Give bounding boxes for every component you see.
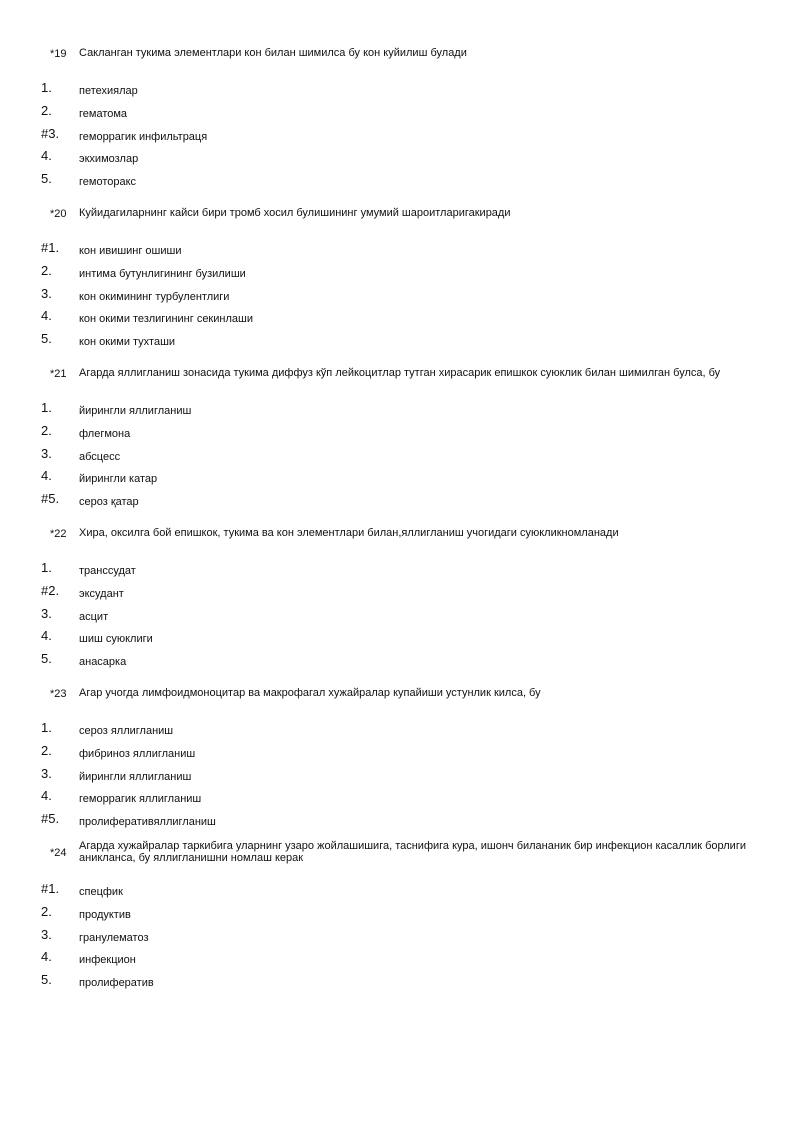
answer-marker: 3. <box>41 926 52 942</box>
answer-text: флегмона <box>79 427 131 440</box>
answer-option <box>0 424 800 447</box>
answer-marker: 4. <box>41 308 52 324</box>
question-block <box>0 367 800 515</box>
answer-option <box>0 905 800 928</box>
answer-option <box>0 882 800 905</box>
question-block <box>0 840 800 996</box>
question-text: Агар учогда лимфоидмоноцитар ва макрофагал хужайралар купайиши устунлик килса, бу <box>79 687 541 699</box>
answer-text: йирингли катар <box>79 473 158 486</box>
answer-option <box>0 629 800 652</box>
question-header <box>0 367 800 393</box>
answer-marker: 1. <box>41 400 52 415</box>
answer-option <box>0 812 800 835</box>
answer-marker: 4. <box>41 628 52 644</box>
answer-marker: #5. <box>41 491 60 507</box>
answer-text: эксудант <box>79 587 124 600</box>
answer-marker: 2. <box>41 102 52 118</box>
answer-marker: #1. <box>41 240 60 255</box>
answer-marker: 3. <box>41 445 52 461</box>
answer-text: йирингли яллигланиш <box>79 770 192 783</box>
question-number: *19 <box>50 48 67 60</box>
answer-text: кон окими тезлигининг секинлаши <box>79 313 253 326</box>
answer-option <box>0 172 800 195</box>
answer-text: сероз яллигланиш <box>79 725 174 737</box>
question-header <box>0 840 800 874</box>
answer-text: кон окими тухташи <box>79 336 176 349</box>
answer-text: асцит <box>79 610 109 623</box>
answer-text: йирингли яллигланиш <box>79 405 192 417</box>
answer-marker: 3. <box>41 765 52 781</box>
answer-list <box>0 561 800 675</box>
question-block <box>0 207 800 355</box>
answer-text: фибриноз яллигланиш <box>79 747 196 760</box>
answer-text: кон ивишинг ошиши <box>79 245 182 257</box>
answer-marker: #2. <box>41 582 60 598</box>
answer-marker: 5. <box>41 171 52 187</box>
answer-text: экхимозлар <box>79 153 139 166</box>
answer-option <box>0 287 800 310</box>
answer-text: гемоторакс <box>79 176 137 189</box>
answer-option <box>0 950 800 973</box>
answer-option <box>0 973 800 996</box>
answer-option <box>0 744 800 767</box>
answer-option <box>0 469 800 492</box>
answer-text: петехиялар <box>79 85 138 97</box>
answer-marker: #3. <box>41 125 60 141</box>
answer-option <box>0 789 800 812</box>
answer-text: геморрагик инфильтраця <box>79 130 208 143</box>
answer-list <box>0 401 800 515</box>
answer-text: шиш суюклиги <box>79 633 153 646</box>
question-text: Сакланган тукима элементлари кон билан шимилса бу кон куйилиш булади <box>79 47 467 59</box>
question-header <box>0 47 800 73</box>
answer-marker: 2. <box>41 742 52 758</box>
answer-option <box>0 81 800 104</box>
question-number: *21 <box>50 368 67 380</box>
question-text: Агарда яллигланиш зонасида тукима диффуз кўп лейкоцитлар тутган хирасарик епишкок суюклик билан шимилган булса, бу <box>79 367 721 379</box>
answer-text: спецфик <box>79 886 123 898</box>
answer-text: анасарка <box>79 656 127 669</box>
answer-text: геморрагик яллигланиш <box>79 793 202 806</box>
answer-option <box>0 652 800 675</box>
answer-option <box>0 241 800 264</box>
question-number: *20 <box>50 208 67 220</box>
answer-option <box>0 492 800 515</box>
answer-option <box>0 928 800 951</box>
answer-text: сероз қатар <box>79 496 139 509</box>
question-text: Куйидагиларнинг кайси бири тромб хосил булишининг умумий шароитларигакиради <box>79 207 511 219</box>
answer-option <box>0 401 800 424</box>
answer-option <box>0 584 800 607</box>
answer-option <box>0 332 800 355</box>
answer-text: абсцесс <box>79 450 121 463</box>
answer-option <box>0 561 800 584</box>
answer-text: транссудат <box>79 565 136 577</box>
answer-list <box>0 81 800 195</box>
question-block <box>0 527 800 675</box>
question-block <box>0 687 800 835</box>
answer-option <box>0 149 800 172</box>
question-text: Агарда хужайралар таркибига уларнинг узаро жойлашишига, таснифига кура, ишонч билананик бир инфекцион касаллик борлиги аникланса, бу яллигланишни номлаш керак <box>79 840 746 864</box>
answer-marker: 1. <box>41 720 52 735</box>
question-header <box>0 527 800 553</box>
answer-marker: 2. <box>41 903 52 919</box>
answer-marker: 2. <box>41 262 52 278</box>
answer-marker: 4. <box>41 788 52 804</box>
answer-marker: 1. <box>41 560 52 575</box>
answer-text: интима бутунлигининг бузилиши <box>79 267 246 280</box>
answer-marker: 4. <box>41 949 52 965</box>
answer-list <box>0 241 800 355</box>
question-number: *22 <box>50 528 67 540</box>
answer-option <box>0 104 800 127</box>
answer-marker: #5. <box>41 811 60 827</box>
answer-marker: 5. <box>41 651 52 667</box>
answer-text: инфекцион <box>79 954 136 967</box>
answer-marker: 3. <box>41 605 52 621</box>
answer-marker: 5. <box>41 972 52 988</box>
question-text: Хира, оксилга бой епишкок, тукима ва кон элементлари билан,яллигланиш учогидаги суюкликномланади <box>79 527 619 539</box>
answer-text: пролиферативяллигланиш <box>79 816 216 829</box>
question-number: *23 <box>50 688 67 700</box>
answer-text: гранулематоз <box>79 931 149 944</box>
answer-list <box>0 882 800 996</box>
answer-text: продуктив <box>79 908 131 921</box>
answer-option <box>0 447 800 470</box>
answer-marker: 2. <box>41 422 52 438</box>
answer-option <box>0 264 800 287</box>
answer-marker: #1. <box>41 881 60 896</box>
answer-marker: 3. <box>41 285 52 301</box>
question-header <box>0 687 800 713</box>
answer-marker: 4. <box>41 468 52 484</box>
answer-option <box>0 127 800 150</box>
answer-list <box>0 721 800 835</box>
answer-marker: 4. <box>41 148 52 164</box>
answer-option <box>0 721 800 744</box>
answer-option <box>0 309 800 332</box>
question-header <box>0 207 800 233</box>
answer-option <box>0 607 800 630</box>
answer-option <box>0 767 800 790</box>
answer-marker: 5. <box>41 331 52 347</box>
question-number: *24 <box>50 847 67 859</box>
question-block <box>0 47 800 195</box>
answer-text: кон окимининг турбулентлиги <box>79 290 230 303</box>
answer-text: гематома <box>79 107 128 120</box>
answer-marker: 1. <box>41 80 52 95</box>
answer-text: пролифератив <box>79 977 154 990</box>
